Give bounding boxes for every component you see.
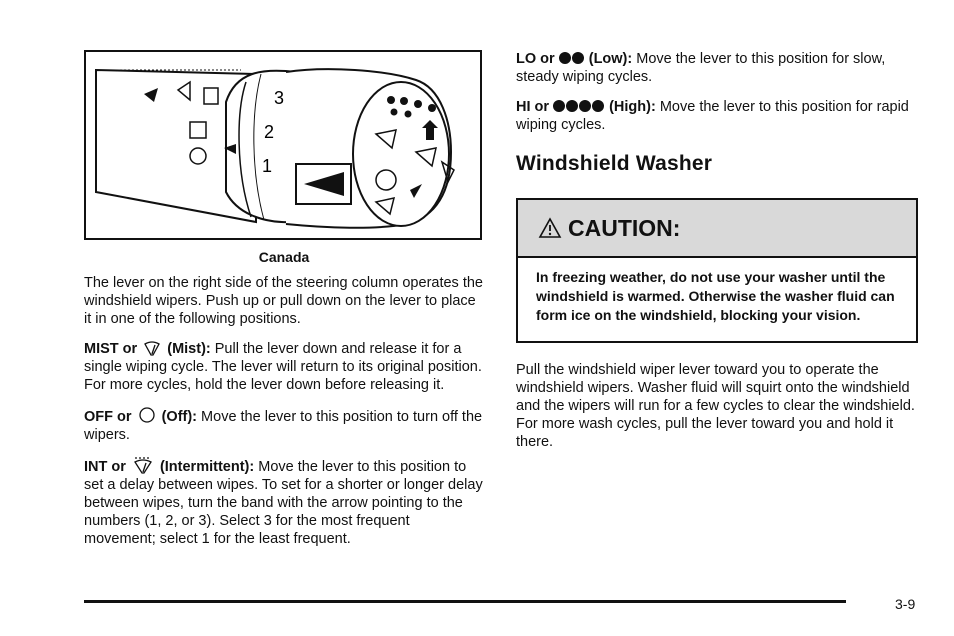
lo-term: LO or xyxy=(516,51,555,67)
mist-text: Pull the lever down and release it for a single wiping cycle. The lever will return to its original position. For more cycles, hold the lever down before releasing it. xyxy=(84,341,482,393)
band-number-1: 1 xyxy=(262,156,273,176)
mist-paragraph xyxy=(84,340,484,394)
off-circle-icon xyxy=(138,406,156,424)
page-number: 3-9 xyxy=(895,596,916,612)
caution-text: In freezing weather, do not use your washer until the windshield is warmed. Otherwise the washer fluid can form ice on the windshield, blocking your vision. xyxy=(536,269,895,323)
caution-header xyxy=(518,200,916,258)
wiper-lever-drawing xyxy=(86,52,480,238)
washer-paragraph: Pull the windshield wiper lever toward you to operate the windshield wipers. Washer fluid will squirt onto the windshield and the wipers will run for a few cycles to clear the windshield. For more wash cycles, pull the lever toward you and hold it there. xyxy=(516,362,915,450)
warning-triangle-icon xyxy=(538,217,562,239)
off-text: Move the lever to this position to turn off the wipers. xyxy=(84,409,483,443)
band-number-2: 2 xyxy=(264,122,275,142)
hi-paragraph xyxy=(516,98,918,134)
figure-caption: Canada xyxy=(258,249,310,265)
caution-title: CAUTION: xyxy=(568,214,681,241)
intro-paragraph: The lever on the right side of the steering column operates the windshield wipers. Push up or pull down on the lever to place it in one of the following positions. xyxy=(84,275,483,327)
mist-wiper-icon xyxy=(143,340,161,356)
mist-label: (Mist): xyxy=(167,341,211,357)
off-paragraph xyxy=(84,406,484,444)
int-label: (Intermittent): xyxy=(159,459,255,475)
hi-label: (High): xyxy=(609,99,656,115)
lo-paragraph xyxy=(516,50,918,86)
wiper-lever-illustration xyxy=(84,50,482,240)
lo-dots-icon xyxy=(559,51,585,67)
hi-term: HI or xyxy=(516,99,550,115)
right-column xyxy=(516,50,918,463)
mist-term: MIST or xyxy=(84,341,138,357)
int-text: Move the lever to this position to set a delay between wipes. To set for a shorter or longer delay between wipes, turn the band with the arrow pointing to the numbers (1, 2, or 3). Select 3 for the most frequent movement; select 1 for the least frequent. xyxy=(84,459,483,547)
footer-rule xyxy=(84,600,846,603)
hi-text: Move the lever to this position for rapid wiping cycles. xyxy=(516,99,909,133)
left-column xyxy=(84,50,484,560)
int-paragraph xyxy=(84,456,484,548)
lo-text: Move the lever to this position for slow, steady wiping cycles. xyxy=(516,51,886,85)
off-term: OFF or xyxy=(84,409,132,425)
hi-dots-icon xyxy=(553,99,605,115)
off-label: (Off): xyxy=(161,409,198,425)
band-number-3: 3 xyxy=(274,88,285,108)
int-term: INT or xyxy=(84,459,126,475)
caution-box xyxy=(516,198,918,343)
intermittent-wiper-icon xyxy=(132,456,154,474)
lo-label: (Low): xyxy=(588,51,633,67)
section-heading: Windshield Washer xyxy=(516,152,713,175)
